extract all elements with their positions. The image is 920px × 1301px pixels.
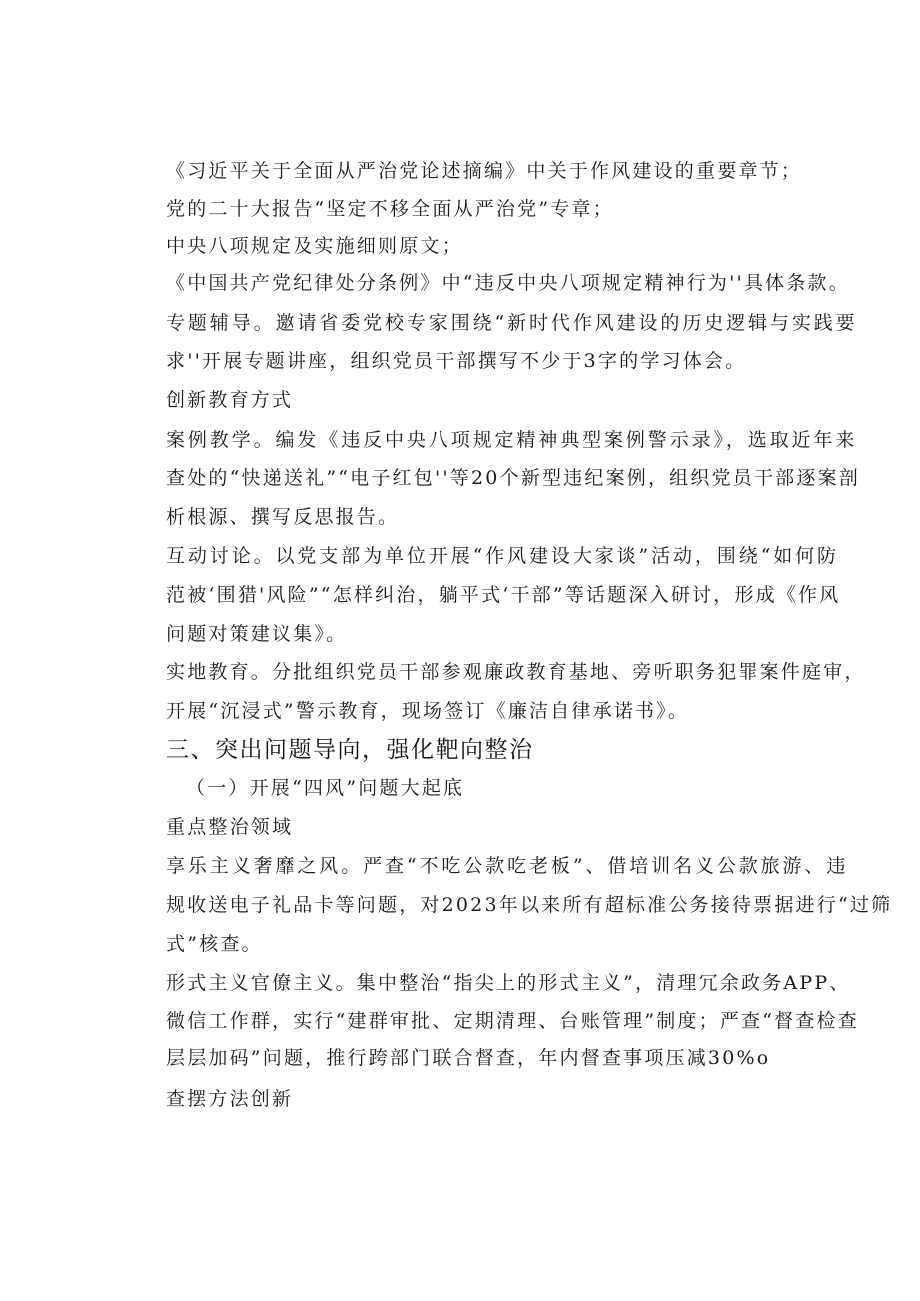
text-line: 案例教学。编发《违反中央八项规定精神典型案例警示录》，选取近年来 xyxy=(166,429,858,451)
text-line: 实地教育。分批组织党员干部参观廉政教育基地、旁听职务犯罪案件庭审， xyxy=(166,661,866,683)
text-line: 微信工作群，实行“建群审批、定期清理、台账管理”制度；严查“督查检查 xyxy=(166,1010,859,1032)
text-line: 开展“沉浸式”警示教育，现场签订《廉洁自律承诺书》。 xyxy=(166,700,690,722)
text-line: 层层加码”问题，推行跨部门联合督查，年内督查事项压减30%o xyxy=(166,1047,771,1069)
text-line: 专题辅导。邀请省委党校专家围绕“新时代作风建设的历史逻辑与实践要 xyxy=(166,312,858,334)
text-line: 式”核查。 xyxy=(166,933,263,955)
text-line: 创新教育方式 xyxy=(166,389,294,411)
text-line: 享乐主义奢靡之风。严查“不吃公款吃老板”、借培训名义公款旅游、违 xyxy=(166,855,849,877)
text-line: 析根源、撰写反思报告。 xyxy=(166,506,400,528)
text-line: 问题对策建议集》。 xyxy=(166,623,348,645)
text-line: 范被‘围猎'风险”“怎样纠治，躺平式‘干部”等话题深入研讨，形成《作风 xyxy=(166,584,841,606)
text-line: 求''开展专题讲座，组织党员干部撰写不少于3字的学习体会。 xyxy=(166,350,747,372)
text-line: 中央八项规定及实施细则原文； xyxy=(166,235,463,257)
text-line: 《习近平关于全面从严治党论述摘编》中关于作风建设的重要章节； xyxy=(166,160,803,182)
text-line: 规收送电子礼品卡等问题，对2023年以来所有超标准公务接待票据进行“过筛 xyxy=(166,894,893,916)
subsection-heading: （一）开展“四风”问题大起底 xyxy=(186,777,465,799)
text-line: 互动讨论。以党支部为单位开展“作风建设大家谈”活动，围绕“如何防 xyxy=(166,545,839,567)
text-line: 查摆方法创新 xyxy=(166,1088,294,1110)
text-line: 《中国共产党纪律处分条例》中“违反中央八项规定精神行为''具体条款。 xyxy=(166,272,850,294)
text-line: 党的二十大报告“坚定不移全面从严治党”专章； xyxy=(166,198,614,220)
text-line: 形式主义官僚主义。集中整治“指尖上的形式主义”，清理冗余政务APP、 xyxy=(166,972,851,994)
text-line: 查处的“快递送礼”“电子红包''等20个新型违纪案例，组织党员干部逐案剖 xyxy=(166,467,860,489)
text-line: 重点整治领域 xyxy=(166,816,294,838)
section-heading: 三、突出问题导向，强化靶向整治 xyxy=(166,737,534,763)
